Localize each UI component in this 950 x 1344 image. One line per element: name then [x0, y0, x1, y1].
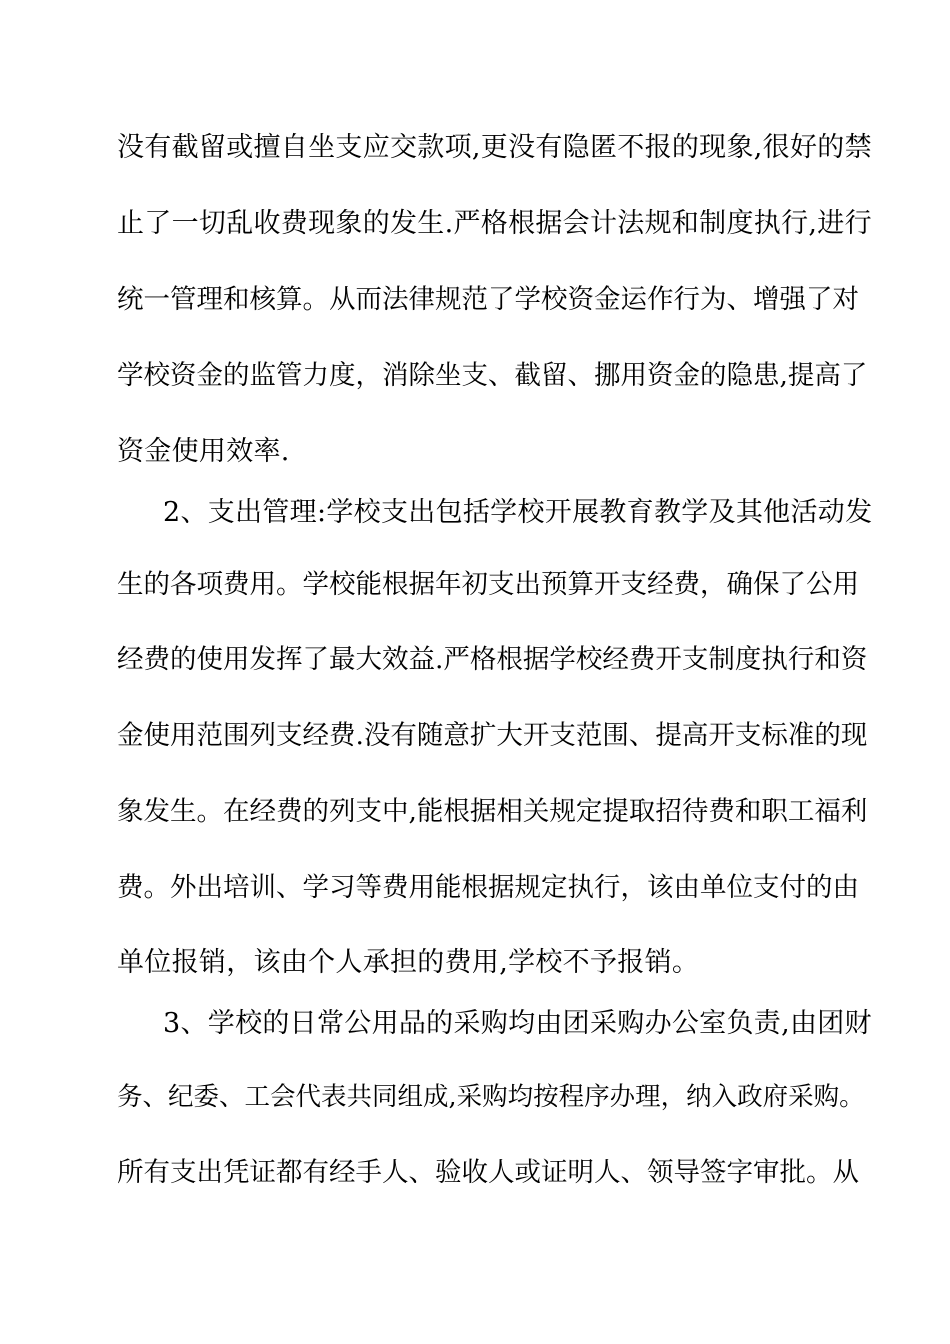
text-line-9: 金使用范围列支经费.没有随意扩大开支范围、提高开支标准的现 [117, 720, 868, 751]
text-line-8: 经费的使用发挥了最大效益.严格根据学校经费开支制度执行和资 [117, 644, 868, 675]
text-line-12: 单位报销，该由个人承担的费用,学校不予报销。 [117, 947, 700, 978]
text-line-3: 统一管理和核算。从而法律规范了学校资金运作行为、增强了对 [117, 284, 859, 315]
text-line-6: 2、支出管理:学校支出包括学校开展教育教学及其他活动发 [163, 497, 873, 528]
text-line-15: 所有支出凭证都有经手人、验收人或证明人、领导签字审批。从 [117, 1157, 859, 1188]
text-line-4: 学校资金的监管力度，消除坐支、截留、挪用资金的隐患,提高了 [117, 360, 868, 391]
text-line-10: 象发生。在经费的列支中,能根据相关规定提取招待费和职工福利 [117, 796, 868, 827]
text-line-11: 费。外出培训、学习等费用能根据规定执行，该由单位支付的由 [117, 872, 859, 903]
text-line-7: 生的各项费用。学校能根据年初支出预算开支经费，确保了公用 [117, 569, 859, 600]
text-line-13: 3、学校的日常公用品的采购均由团采购办公室负责,由团财 [163, 1008, 872, 1039]
text-line-1: 没有截留或擅自坐支应交款项,更没有隐匿不报的现象,很好的禁 [117, 132, 872, 163]
text-line-5: 资金使用效率. [117, 436, 290, 467]
text-line-14: 务、纪委、工会代表共同组成,采购均按程序办理，纳入政府采购。 [117, 1082, 865, 1112]
text-line-2: 止了一切乱收费现象的发生.严格根据会计法规和制度执行,进行 [117, 208, 872, 239]
